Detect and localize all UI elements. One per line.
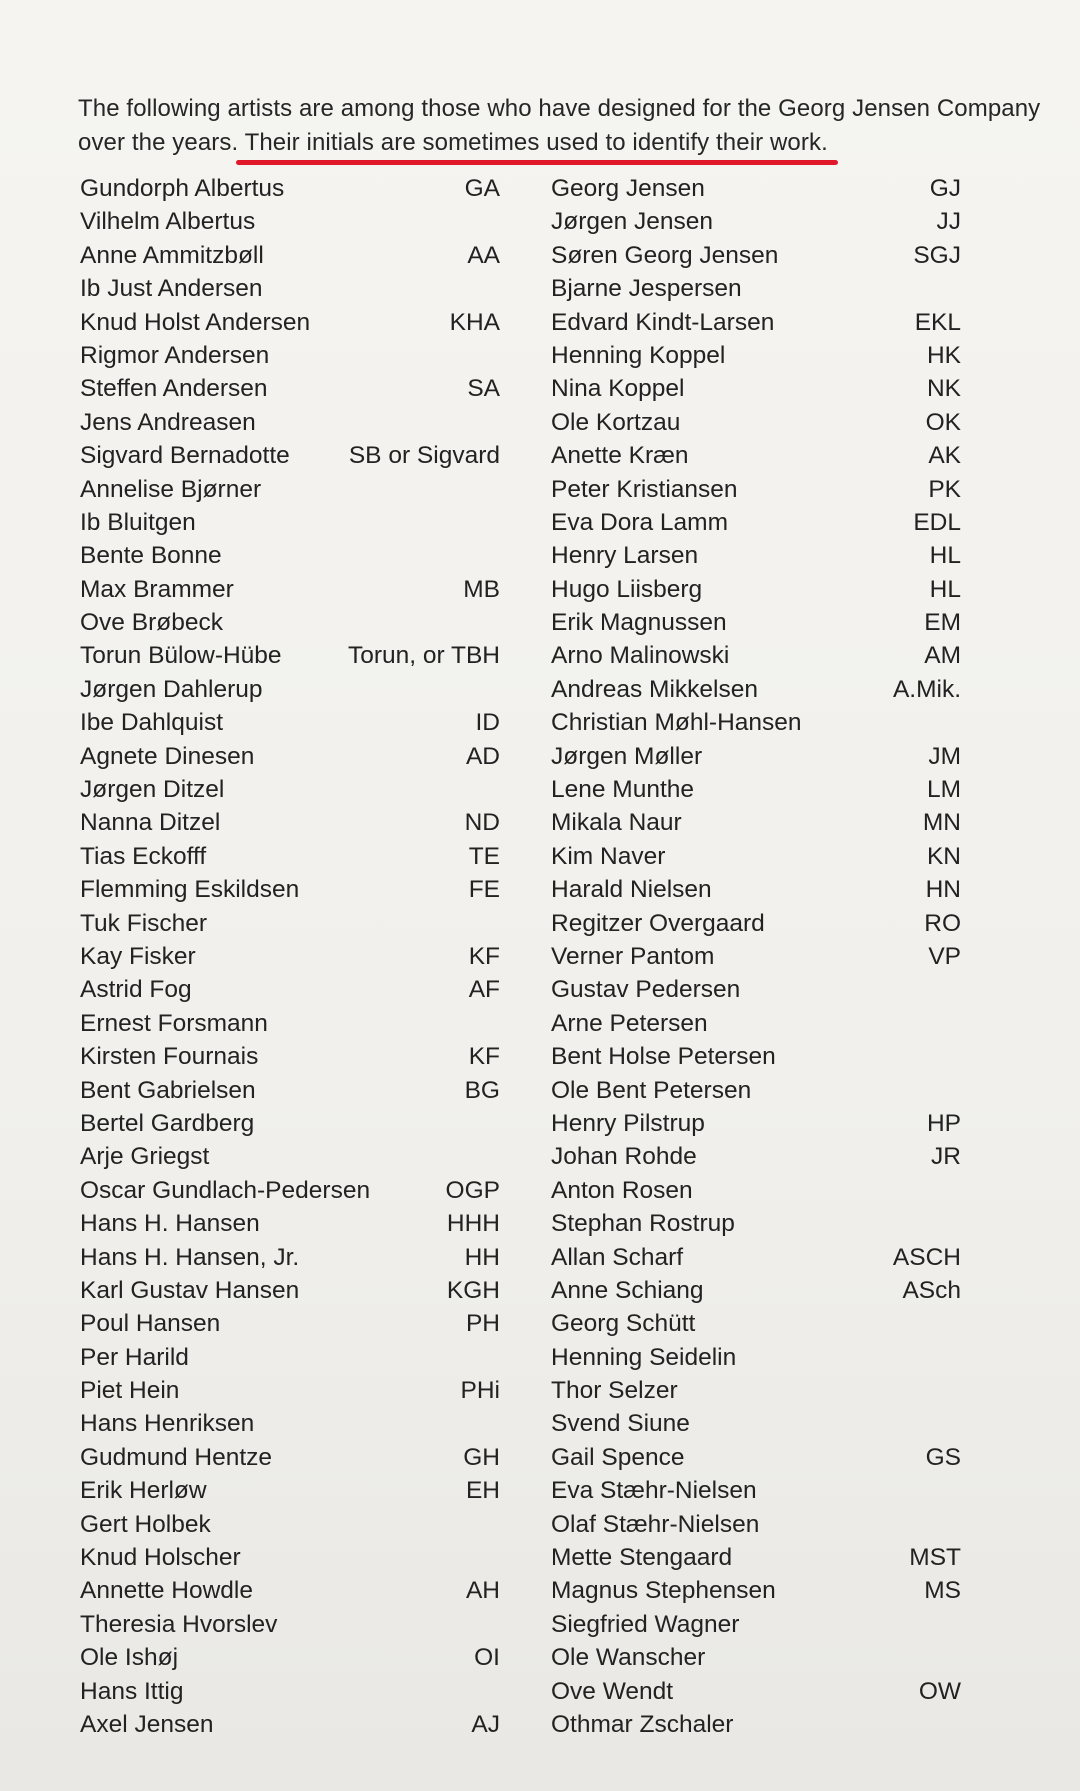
artist-name: Kirsten Fournais bbox=[80, 1043, 259, 1071]
artist-name: Steffen Andersen bbox=[80, 375, 268, 403]
artist-name: Gundorph Albertus bbox=[80, 175, 285, 202]
artist-initials: HK bbox=[926, 341, 961, 369]
artist-row bbox=[80, 740, 500, 773]
artist-initials: LM bbox=[926, 776, 961, 804]
artist-initials: MB bbox=[463, 575, 500, 603]
artist-row bbox=[551, 673, 961, 706]
artist-name: Henning Seidelin bbox=[551, 1343, 737, 1371]
artist-initials: KF bbox=[468, 1043, 500, 1071]
artist-initials: ND bbox=[464, 809, 500, 837]
artist-row bbox=[551, 372, 961, 405]
artist-initials: ASch bbox=[902, 1276, 961, 1304]
artist-row bbox=[551, 706, 961, 739]
artist-initials: PH bbox=[465, 1310, 500, 1338]
artist-initials: VP bbox=[928, 942, 961, 970]
artist-name: Anne Schiang bbox=[551, 1276, 704, 1304]
artist-row bbox=[80, 1241, 500, 1274]
artist-initials: EM bbox=[924, 609, 961, 637]
artist-initials: GH bbox=[463, 1443, 500, 1471]
artist-row bbox=[551, 1241, 961, 1274]
artist-row bbox=[551, 1574, 961, 1607]
artist-row bbox=[80, 1374, 500, 1407]
artist-row bbox=[80, 773, 500, 806]
artist-initials: HP bbox=[926, 1109, 961, 1137]
artist-row bbox=[551, 406, 961, 439]
artist-row bbox=[551, 873, 961, 906]
artist-initials: TE bbox=[468, 842, 500, 870]
artist-name: Ove Wendt bbox=[551, 1677, 674, 1705]
artist-initials: FE bbox=[468, 876, 500, 904]
artist-initials: A.Mik. bbox=[892, 675, 961, 703]
artist-initials: AJ bbox=[471, 1710, 500, 1738]
artist-name: Henry Pilstrup bbox=[551, 1109, 705, 1137]
artist-name: Gudmund Hentze bbox=[80, 1443, 273, 1471]
artist-name: Gert Holbek bbox=[80, 1510, 211, 1538]
artist-name: Kay Fisker bbox=[80, 942, 196, 970]
artist-row bbox=[80, 573, 500, 606]
artist-initials: JM bbox=[928, 742, 961, 770]
artist-initials: OGP bbox=[445, 1176, 500, 1204]
artist-initials: GS bbox=[925, 1443, 961, 1471]
artist-name: Georg Schütt bbox=[551, 1310, 696, 1338]
artist-name: Jens Andreasen bbox=[80, 408, 256, 436]
artist-row bbox=[80, 205, 500, 238]
artist-row bbox=[80, 406, 500, 439]
artist-initials: KF bbox=[468, 942, 500, 970]
artist-row bbox=[80, 606, 500, 639]
artist-name: Othmar Zschaler bbox=[551, 1710, 734, 1738]
artist-name: Henning Koppel bbox=[551, 341, 726, 369]
artist-name: Ernest Forsmann bbox=[80, 1009, 268, 1037]
artist-name: Karl Gustav Hansen bbox=[80, 1276, 300, 1304]
artist-initials: AK bbox=[928, 442, 961, 470]
artist-initials: JJ bbox=[936, 208, 961, 236]
artist-name: Arno Malinowski bbox=[551, 642, 730, 670]
artist-initials: OI bbox=[474, 1644, 500, 1672]
artist-row bbox=[80, 1441, 500, 1474]
artist-name: Sigvard Bernadotte bbox=[80, 442, 290, 470]
artist-row bbox=[80, 907, 500, 940]
artist-row bbox=[80, 1641, 500, 1674]
artist-initials: MS bbox=[924, 1577, 961, 1605]
artist-name: Andreas Mikkelsen bbox=[551, 675, 758, 703]
artist-name: Ib Just Andersen bbox=[80, 275, 263, 303]
intro-paragraph bbox=[78, 92, 1041, 160]
artist-name: Nanna Ditzel bbox=[80, 809, 221, 837]
artist-row bbox=[551, 306, 961, 339]
artist-row bbox=[551, 1140, 961, 1173]
artist-row bbox=[551, 973, 961, 1006]
artist-row bbox=[80, 1107, 500, 1140]
artist-name: Hans Ittig bbox=[80, 1677, 184, 1705]
artist-name: Arje Griegst bbox=[80, 1143, 210, 1171]
artist-name: Regitzer Overgaard bbox=[551, 909, 765, 937]
artist-row bbox=[80, 1207, 500, 1240]
artist-row bbox=[551, 539, 961, 572]
artist-name: Axel Jensen bbox=[80, 1710, 214, 1738]
artist-name: Torun Bülow-Hübe bbox=[80, 642, 282, 670]
artist-initials: AD bbox=[465, 742, 500, 770]
artist-row bbox=[551, 1174, 961, 1207]
artist-initials: EDL bbox=[913, 508, 961, 536]
artist-row bbox=[551, 1207, 961, 1240]
artist-name: Ib Bluitgen bbox=[80, 508, 196, 536]
artist-initials: KGH bbox=[446, 1276, 500, 1304]
artist-name: Knud Holst Andersen bbox=[80, 308, 311, 336]
artist-name: Erik Herløw bbox=[80, 1477, 207, 1505]
artist-row bbox=[551, 272, 961, 305]
artist-row bbox=[551, 1508, 961, 1541]
artist-initials: PK bbox=[928, 475, 961, 503]
artist-name: Anton Rosen bbox=[551, 1176, 693, 1204]
artist-row bbox=[80, 639, 500, 672]
artist-row bbox=[551, 473, 961, 506]
artist-initials: GJ bbox=[929, 175, 961, 202]
artist-name: Max Brammer bbox=[80, 575, 234, 603]
artist-name: Mikala Naur bbox=[551, 809, 682, 837]
artist-row bbox=[80, 372, 500, 405]
artist-row bbox=[551, 907, 961, 940]
artist-initials: HL bbox=[929, 542, 961, 570]
artist-initials: ASCH bbox=[892, 1243, 961, 1271]
artist-name: Eva Stæhr-Nielsen bbox=[551, 1477, 757, 1505]
artist-initials: HH bbox=[464, 1243, 500, 1271]
artist-row bbox=[551, 1274, 961, 1307]
artist-name: Rigmor Andersen bbox=[80, 341, 270, 369]
artist-row bbox=[80, 1174, 500, 1207]
artist-row bbox=[551, 639, 961, 672]
artist-name: Flemming Eskildsen bbox=[80, 876, 300, 904]
artist-initials: MST bbox=[909, 1544, 961, 1572]
artist-row bbox=[551, 1474, 961, 1507]
artist-name: Astrid Fog bbox=[80, 976, 192, 1004]
artist-name: Verner Pantom bbox=[551, 942, 715, 970]
artist-name: Anette Kræn bbox=[551, 442, 689, 470]
artist-row bbox=[80, 940, 500, 973]
artist-name: Olaf Stæhr-Nielsen bbox=[551, 1510, 760, 1538]
artist-name: Annelise Bjørner bbox=[80, 475, 262, 503]
artist-row bbox=[551, 1341, 961, 1374]
artist-name: Henry Larsen bbox=[551, 542, 699, 570]
artist-name: Ole Bent Petersen bbox=[551, 1076, 752, 1104]
artist-name: Bent Gabrielsen bbox=[80, 1076, 256, 1104]
artist-row bbox=[80, 272, 500, 305]
artist-name: Stephan Rostrup bbox=[551, 1210, 735, 1238]
artist-row bbox=[551, 940, 961, 973]
artist-row bbox=[80, 840, 500, 873]
artist-name: Theresia Hvorslev bbox=[80, 1610, 278, 1638]
artist-row bbox=[551, 773, 961, 806]
artist-name: Bjarne Jespersen bbox=[551, 275, 742, 303]
artist-row bbox=[80, 1307, 500, 1340]
artist-name: Bente Bonne bbox=[80, 542, 222, 570]
artist-row bbox=[80, 473, 500, 506]
artist-name: Annette Howdle bbox=[80, 1577, 253, 1605]
artist-row bbox=[551, 606, 961, 639]
artist-name: Magnus Stephensen bbox=[551, 1577, 776, 1605]
artist-row bbox=[80, 973, 500, 1006]
artist-name: Oscar Gundlach-Pedersen bbox=[80, 1176, 371, 1204]
artist-row bbox=[551, 439, 961, 472]
artist-name: Ove Brøbeck bbox=[80, 609, 223, 637]
artist-row bbox=[80, 1541, 500, 1574]
artist-initials: PHi bbox=[460, 1377, 500, 1405]
artist-row bbox=[80, 1474, 500, 1507]
artist-row bbox=[80, 239, 500, 272]
artist-initials: EKL bbox=[914, 308, 961, 336]
artist-name: Ole Wanscher bbox=[551, 1644, 706, 1672]
artist-name: Bertel Gardberg bbox=[80, 1109, 255, 1137]
artist-row bbox=[551, 1374, 961, 1407]
artist-name: Gail Spence bbox=[551, 1443, 685, 1471]
artist-name: Ole Ishøj bbox=[80, 1644, 179, 1672]
artist-initials: NK bbox=[926, 375, 961, 403]
artist-row bbox=[80, 539, 500, 572]
artist-name: Lene Munthe bbox=[551, 776, 695, 804]
artist-row bbox=[551, 339, 961, 372]
artist-initials: AA bbox=[467, 241, 500, 269]
artist-row bbox=[80, 1341, 500, 1374]
artist-initials: HHH bbox=[446, 1210, 500, 1238]
artist-row bbox=[551, 740, 961, 773]
artist-row bbox=[80, 1574, 500, 1607]
artist-name: Vilhelm Albertus bbox=[80, 208, 256, 236]
artist-name: Per Harild bbox=[80, 1343, 189, 1371]
artist-name: Thor Selzer bbox=[551, 1377, 678, 1405]
artist-initials: ID bbox=[475, 709, 500, 737]
artist-name: Søren Georg Jensen bbox=[551, 241, 779, 269]
artist-row bbox=[551, 1708, 961, 1741]
artist-row bbox=[80, 1608, 500, 1641]
artist-name: Ole Kortzau bbox=[551, 408, 681, 436]
artist-name: Jørgen Jensen bbox=[551, 208, 714, 236]
artist-name: Ibe Dahlquist bbox=[80, 709, 224, 737]
artist-initials: EH bbox=[465, 1477, 500, 1505]
artist-name: Mette Stengaard bbox=[551, 1544, 733, 1572]
artist-row bbox=[80, 1675, 500, 1708]
artist-row bbox=[551, 1541, 961, 1574]
artist-initials: AH bbox=[465, 1577, 500, 1605]
artist-row bbox=[80, 873, 500, 906]
artist-initials: SA bbox=[467, 375, 500, 403]
artist-row bbox=[80, 172, 500, 205]
artist-row bbox=[551, 1641, 961, 1674]
artist-initials: Torun, or TBH bbox=[347, 642, 500, 670]
artist-name: Harald Nielsen bbox=[551, 876, 712, 904]
artist-name: Allan Scharf bbox=[551, 1243, 684, 1271]
artist-initials: JR bbox=[931, 1143, 961, 1171]
artist-row bbox=[80, 673, 500, 706]
artist-name: Tias Eckofff bbox=[80, 842, 207, 870]
artist-row bbox=[551, 205, 961, 238]
artist-row bbox=[80, 1508, 500, 1541]
artist-row bbox=[80, 1074, 500, 1107]
artist-initials: SB or Sigvard bbox=[348, 442, 500, 470]
artist-name: Bent Holse Petersen bbox=[551, 1043, 776, 1071]
artist-row bbox=[80, 506, 500, 539]
artist-initials: OW bbox=[918, 1677, 961, 1705]
artist-name: Piet Hein bbox=[80, 1377, 180, 1405]
artist-row bbox=[551, 1675, 961, 1708]
artist-name: Poul Hansen bbox=[80, 1310, 221, 1338]
artist-name: Jørgen Ditzel bbox=[80, 776, 225, 804]
artist-name: Erik Magnussen bbox=[551, 609, 727, 637]
artist-initials: KHA bbox=[449, 308, 500, 336]
artist-initials: HL bbox=[929, 575, 961, 603]
artist-row bbox=[80, 1140, 500, 1173]
artist-row bbox=[551, 1608, 961, 1641]
artist-row bbox=[551, 172, 961, 205]
artist-row bbox=[551, 239, 961, 272]
artist-name: Eva Dora Lamm bbox=[551, 508, 729, 536]
artist-row bbox=[80, 1274, 500, 1307]
artist-name: Georg Jensen bbox=[551, 175, 705, 202]
artist-row bbox=[80, 1708, 500, 1741]
artist-row bbox=[551, 573, 961, 606]
artist-name: Knud Holscher bbox=[80, 1544, 241, 1572]
artist-name: Nina Koppel bbox=[551, 375, 685, 403]
artist-name: Anne Ammitzbøll bbox=[80, 241, 264, 269]
intro-line-1: The following artists are among those who have designed for the Georg Jensen Company bbox=[78, 95, 1041, 122]
artist-row bbox=[551, 506, 961, 539]
artist-name: Jørgen Møller bbox=[551, 742, 703, 770]
artist-row bbox=[551, 1107, 961, 1140]
artist-name: Arne Petersen bbox=[551, 1009, 708, 1037]
artist-list-left-column bbox=[80, 172, 500, 1741]
red-underline-annotation bbox=[236, 160, 838, 165]
artist-name: Siegfried Wagner bbox=[551, 1610, 740, 1638]
artist-name: Agnete Dinesen bbox=[80, 742, 255, 770]
artist-row bbox=[80, 306, 500, 339]
artist-row bbox=[80, 439, 500, 472]
artist-row bbox=[80, 1407, 500, 1440]
artist-name: Edvard Kindt-Larsen bbox=[551, 308, 775, 336]
artist-row bbox=[80, 1007, 500, 1040]
artist-row bbox=[80, 806, 500, 839]
artist-name: Christian Møhl-Hansen bbox=[551, 709, 802, 737]
artist-initials: SGJ bbox=[913, 241, 961, 269]
artist-name: Hans H. Hansen, Jr. bbox=[80, 1243, 300, 1271]
artist-row bbox=[551, 1074, 961, 1107]
intro-line-2: over the years. Their initials are sometimes used to identify their work. bbox=[78, 129, 828, 156]
artist-name: Svend Siune bbox=[551, 1410, 690, 1438]
artist-name: Johan Rohde bbox=[551, 1143, 697, 1171]
artist-initials: AM bbox=[924, 642, 961, 670]
artist-row bbox=[80, 1040, 500, 1073]
artist-initials: RO bbox=[924, 909, 961, 937]
artist-row bbox=[551, 1040, 961, 1073]
artist-name: Gustav Pedersen bbox=[551, 976, 741, 1004]
artist-name: Hans Henriksen bbox=[80, 1410, 255, 1438]
artist-initials: KN bbox=[926, 842, 961, 870]
artist-list-right-column bbox=[551, 172, 961, 1741]
artist-row bbox=[551, 1441, 961, 1474]
artist-initials: BG bbox=[464, 1076, 500, 1104]
artist-name: Kim Naver bbox=[551, 842, 666, 870]
artist-row bbox=[80, 706, 500, 739]
artist-initials: GA bbox=[464, 175, 500, 202]
artist-name: Jørgen Dahlerup bbox=[80, 675, 263, 703]
artist-row bbox=[551, 840, 961, 873]
artist-name: Hugo Liisberg bbox=[551, 575, 703, 603]
artist-initials: OK bbox=[925, 408, 961, 436]
artist-name: Peter Kristiansen bbox=[551, 475, 738, 503]
artist-initials: MN bbox=[922, 809, 961, 837]
artist-row bbox=[80, 339, 500, 372]
artist-name: Hans H. Hansen bbox=[80, 1210, 260, 1238]
artist-row bbox=[551, 1007, 961, 1040]
artist-row bbox=[551, 806, 961, 839]
artist-row bbox=[551, 1307, 961, 1340]
artist-initials: HN bbox=[925, 876, 961, 904]
artist-row bbox=[551, 1407, 961, 1440]
artist-name: Tuk Fischer bbox=[80, 909, 208, 937]
artist-initials: AF bbox=[468, 976, 500, 1004]
